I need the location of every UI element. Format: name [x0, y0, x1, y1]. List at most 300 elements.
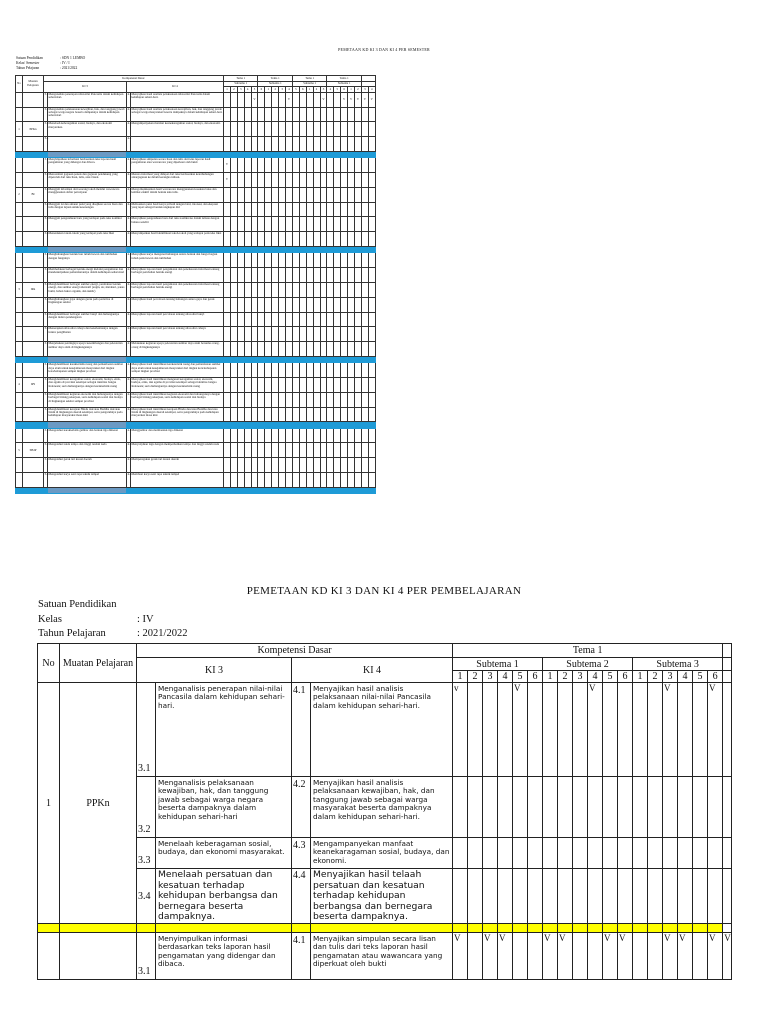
thumb-ki3: Mengidentifikasi kegiatan ekonomi dan hubungannya dengan berbagai bidang pekerjaan, serta kehidupan sosial dan budaya di lingkungan sekitar sampai provinsi	[48, 392, 127, 407]
thumb-check	[354, 217, 361, 232]
thumb-check	[320, 342, 327, 357]
thumb-check	[320, 122, 327, 137]
thumb-check	[320, 217, 327, 232]
thumb-check	[224, 122, 231, 137]
thumb-check	[299, 187, 306, 202]
thumb-check	[244, 363, 251, 378]
thumb-kd3: 3.5	[44, 217, 48, 232]
thumb-no	[16, 458, 23, 473]
thumb-check	[272, 363, 279, 378]
thumb-check	[361, 342, 368, 357]
thumb-check	[327, 297, 334, 312]
thumb-check	[334, 363, 341, 378]
thumb-check	[292, 158, 299, 173]
thumb-ki3: Mengidentifikasi karakteristik ruang dan pemanfaatan sumber daya alam untuk kesejahteraan masyarakat dari tingkat kota/kabupaten sampai tingkat provinsi	[48, 363, 127, 378]
thumb-check	[327, 92, 334, 107]
thumb-check	[230, 327, 237, 342]
thumb-kd4: 4.4	[127, 202, 131, 217]
thumb-kd3: 3.6	[44, 232, 48, 247]
thumb-check	[244, 172, 251, 187]
thumb-ki4: Mengomunikasikan hasil wawancara menggunakan kosakata baku dan kalimat efektif dalam bentuk teks tulis.	[131, 187, 224, 202]
thumb-check	[237, 377, 244, 392]
thumb-check	[272, 268, 279, 283]
thumb-check	[224, 392, 231, 407]
thumb-check	[279, 297, 286, 312]
checkmark-cell	[483, 838, 498, 869]
thumb-check	[265, 443, 272, 458]
thumb-header-pb: 4	[368, 87, 375, 92]
thumb-ki3: Menghubungkan gaya dengan gerak pada peristiwa di lingkungan sekitar	[48, 297, 127, 312]
thumb-kd4: 4.6	[127, 232, 131, 247]
thumb-check	[230, 217, 237, 232]
checkmark-cell	[573, 777, 588, 838]
thumb-ki4	[131, 137, 224, 152]
thumb-check	[299, 312, 306, 327]
thumb-check	[354, 363, 361, 378]
thumb-check	[348, 172, 355, 187]
thumb-check	[265, 428, 272, 443]
thumb-check	[320, 392, 327, 407]
kd4-number: 4.1	[292, 933, 311, 980]
checkmark-cell	[528, 838, 543, 869]
thumb-check	[334, 392, 341, 407]
checkmark-cell	[633, 933, 648, 980]
thumb-no	[16, 342, 23, 357]
thumb-check	[341, 122, 348, 137]
checkmark-cell	[558, 869, 573, 924]
checkmark-cell	[558, 683, 573, 777]
thumb-no	[16, 297, 23, 312]
checkmark-cell	[483, 869, 498, 924]
kd-mapping-table	[37, 643, 732, 980]
thumb-name	[23, 392, 44, 407]
thumb-no	[16, 232, 23, 247]
thumb-check	[265, 137, 272, 152]
checkmark-cell	[468, 838, 483, 869]
header-ki4: KI 4	[292, 658, 453, 683]
thumb-check	[306, 232, 313, 247]
thumb-check	[334, 473, 341, 488]
thumb-check	[251, 202, 258, 217]
thumb-check	[286, 202, 293, 217]
thumb-header-pb: 2	[230, 87, 237, 92]
thumb-check	[299, 122, 306, 137]
thumb-check	[327, 122, 334, 137]
thumb-check	[320, 297, 327, 312]
thumb-name	[23, 312, 44, 327]
checkmark-cell	[468, 683, 483, 777]
thumb-check	[286, 473, 293, 488]
ki3-text: Menelaah persatuan dan kesatuan terhadap kehidupan berbangsa dan bernegara beserta dampaknya.	[156, 869, 292, 924]
thumb-check	[244, 107, 251, 122]
thumb-header-tema: Tema 1	[224, 76, 258, 82]
thumb-check	[286, 122, 293, 137]
thumb-check	[341, 137, 348, 152]
thumb-check	[230, 92, 237, 107]
thumb-ki4: Menyajikan hasil analisis pelaksanaan nilai-nilai Pancasila dalam kehidupan sehari-hari.	[131, 92, 224, 107]
thumb-check	[237, 158, 244, 173]
checkmark-cell	[528, 777, 543, 838]
thumb-check	[334, 407, 341, 422]
thumb-check	[237, 232, 244, 247]
document-page	[0, 500, 768, 1024]
thumb-check	[313, 377, 320, 392]
thumb-check	[258, 363, 265, 378]
thumb-check	[272, 407, 279, 422]
thumb-check	[361, 428, 368, 443]
thumb-name: IPA	[23, 282, 44, 297]
ki3-text: Menelaah keberagaman sosial, budaya, dan ekonomi masyarakat.	[156, 838, 292, 869]
thumb-check	[299, 342, 306, 357]
thumb-row	[16, 473, 376, 488]
thumb-check	[279, 377, 286, 392]
thumb-check	[341, 407, 348, 422]
thumb-ki3: Mengetahui karya seni rupa teknik tempel	[48, 473, 127, 488]
thumb-ki3: Menentukan tokoh-tokoh yang terdapat pada teks fiksi	[48, 232, 127, 247]
ki4-text: Menyajikan hasil telaah persatuan dan kesatuan terhadap kehidupan berbangsa dan bernegara beserta dampaknya.	[311, 869, 453, 924]
thumb-check	[237, 172, 244, 187]
thumb-check	[244, 158, 251, 173]
thumb-check	[258, 312, 265, 327]
header-pembelajaran-14: 2	[648, 671, 663, 683]
thumb-check	[237, 122, 244, 137]
thumb-check	[272, 92, 279, 107]
thumb-check	[313, 202, 320, 217]
thumb-check	[251, 342, 258, 357]
thumb-check	[299, 473, 306, 488]
thumb-check	[224, 327, 231, 342]
thumb-check	[230, 202, 237, 217]
ki4-text: Mengampanyekan manfaat keanekaragaman sosial, budaya, dan ekonomi.	[311, 838, 453, 869]
thumb-name: IPS	[23, 377, 44, 392]
thumb-check	[237, 253, 244, 268]
thumb-kd3: 3.3	[44, 458, 48, 473]
thumb-check	[251, 282, 258, 297]
checkmark-cell	[678, 838, 693, 869]
thumb-check	[299, 282, 306, 297]
thumb-check	[341, 107, 348, 122]
checkmark-cell	[618, 838, 633, 869]
thumb-check	[320, 363, 327, 378]
checkmark-cell	[708, 777, 723, 838]
thumb-check	[348, 282, 355, 297]
thumb-check	[251, 232, 258, 247]
thumb-check	[265, 282, 272, 297]
checkmark-cell	[663, 777, 678, 838]
thumb-check	[320, 137, 327, 152]
thumb-ki4: Menyajikan simpulan secara lisan dan tulis dari teks laporan hasil pengamatan atau wawancara yang diperkuat oleh bukti	[131, 158, 224, 173]
thumb-check	[265, 268, 272, 283]
checkmark-cell	[558, 777, 573, 838]
thumb-header-pb: 4	[327, 87, 334, 92]
document-meta	[38, 598, 187, 642]
thumb-check	[354, 253, 361, 268]
thumb-check	[341, 312, 348, 327]
thumb-check	[230, 232, 237, 247]
thumb-check	[272, 297, 279, 312]
thumb-check	[286, 443, 293, 458]
thumb-check	[354, 187, 361, 202]
thumb-check: V	[348, 92, 355, 107]
thumb-check	[258, 232, 265, 247]
thumb-ki4: Membuat karya seni rupa teknik tempel	[131, 473, 224, 488]
thumb-check	[279, 407, 286, 422]
header-pembelajaran-13: 1	[633, 671, 648, 683]
thumb-check	[272, 202, 279, 217]
thumb-ki3: Menjelaskan pentingnya upaya keseimbangan dan pelestarian sumber daya alam di lingkungannya	[48, 342, 127, 357]
thumb-check	[230, 268, 237, 283]
thumb-kd4: 4.3	[127, 282, 131, 297]
ki4-text: Menyajikan simpulan secara lisan dan tulis dari teks laporan hasil pengamatan atau wawancara yang diperkuat oleh bukti	[311, 933, 453, 980]
thumb-check	[258, 458, 265, 473]
thumb-ki4: Melisankan puisi hasil karya pribadi dengan lafal, intonasi, dan ekspresi yang tepat sebagai bentuk ungkapan diri	[131, 202, 224, 217]
thumb-header-subtema: Subtema 1	[224, 82, 258, 87]
thumb-check	[279, 253, 286, 268]
thumb-kd3: 3.2	[44, 107, 48, 122]
thumb-check	[341, 253, 348, 268]
thumb-check	[299, 428, 306, 443]
kd3-number: 3.1	[137, 683, 156, 777]
label-satuan: Satuan Pendidikan	[38, 599, 117, 610]
thumb-check	[354, 443, 361, 458]
thumb-check	[361, 312, 368, 327]
thumb-check	[334, 253, 341, 268]
table-row	[38, 869, 732, 924]
thumb-no	[16, 312, 23, 327]
thumb-check	[327, 137, 334, 152]
thumb-check	[361, 107, 368, 122]
thumb-check	[292, 122, 299, 137]
thumb-kd4: 4.1	[127, 428, 131, 443]
thumb-ki3: Mengidentifikasi berbagai sumber energi, perubahan bentuk energi, dan sumber energi alternatif (angin, air, matahari, panas bumi, bahan bakar organik, dan nuklir)	[48, 282, 127, 297]
thumb-check	[251, 172, 258, 187]
thumb-check	[251, 407, 258, 422]
thumb-check	[354, 122, 361, 137]
thumb-check	[306, 122, 313, 137]
checkmark-cell: V	[708, 933, 723, 980]
subject-name: PPKn	[60, 683, 137, 924]
thumb-check	[286, 187, 293, 202]
thumb-check	[348, 428, 355, 443]
thumb-check	[313, 107, 320, 122]
thumb-check	[230, 342, 237, 357]
thumb-check	[251, 363, 258, 378]
thumb-row	[16, 202, 376, 217]
thumb-row	[16, 458, 376, 473]
thumb-check	[244, 232, 251, 247]
thumb-ki3: Menerapkan sifat-sifat cahaya dan keterkaitannya dengan indera penglihatan	[48, 327, 127, 342]
thumb-no: 3	[16, 282, 23, 297]
thumb-check	[306, 217, 313, 232]
thumb-check	[279, 392, 286, 407]
thumb-no	[16, 473, 23, 488]
thumb-check	[272, 217, 279, 232]
thumb-check	[279, 312, 286, 327]
thumb-check	[306, 158, 313, 173]
checkmark-cell: V	[663, 683, 678, 777]
thumb-ki4: Menyajikan karya mengenai hubungan antara bentuk dan fungsi bagian tubuh pada hewan dan tumbuhan	[131, 253, 224, 268]
checkmark-cell	[513, 869, 528, 924]
thumb-check	[327, 172, 334, 187]
thumb-no: 2	[16, 187, 23, 202]
checkmark-cell	[708, 869, 723, 924]
thumb-no: 5	[16, 443, 23, 458]
thumb-check	[244, 282, 251, 297]
thumb-row	[16, 428, 376, 443]
thumb-kd3: 3.2	[44, 172, 48, 187]
thumb-kd4: 4.1	[127, 92, 131, 107]
thumb-ki4: Menyampaikan hasil identifikasi tokoh-tokoh yang terdapat pada teks fiksi	[131, 232, 224, 247]
thumb-check	[368, 187, 375, 202]
thumb-check	[334, 268, 341, 283]
thumb-check	[286, 363, 293, 378]
thumb-check	[286, 137, 293, 152]
thumb-check	[320, 253, 327, 268]
thumb-check	[224, 268, 231, 283]
thumb-header-subtema: Subtema 1	[327, 82, 361, 87]
thumb-check	[279, 443, 286, 458]
thumb-header-pb: 2	[272, 87, 279, 92]
thumb-check	[244, 217, 251, 232]
thumb-check	[230, 428, 237, 443]
thumb-check	[334, 92, 341, 107]
thumb-no	[16, 172, 23, 187]
thumb-check	[272, 377, 279, 392]
checkmark-cell: V	[453, 933, 468, 980]
checkmark-cell	[468, 933, 483, 980]
thumb-check	[251, 443, 258, 458]
checkmark-cell	[588, 869, 603, 924]
thumb-header-pb: 2	[354, 87, 361, 92]
thumb-check	[299, 377, 306, 392]
label-kelas: Kelas	[38, 613, 62, 625]
thumb-check	[341, 327, 348, 342]
thumb-check	[368, 297, 375, 312]
thumb-check	[292, 268, 299, 283]
ki3-text: Menganalisis pelaksanaan kewajiban, hak, dan tanggung jawab sebagai warga negara beserta dampaknya dalam kehidupan sehari-hari	[156, 777, 292, 838]
thumb-check	[334, 428, 341, 443]
thumb-check	[320, 232, 327, 247]
thumb-row	[16, 253, 376, 268]
thumb-check	[320, 312, 327, 327]
thumb-check	[265, 363, 272, 378]
thumb-check	[341, 458, 348, 473]
thumb-check	[279, 363, 286, 378]
checkmark-cell	[468, 777, 483, 838]
thumb-check	[272, 253, 279, 268]
thumb-check	[361, 392, 368, 407]
thumb-kd4: 4.1	[127, 158, 131, 173]
thumb-kd4: 4.1	[127, 363, 131, 378]
thumb-no	[16, 253, 23, 268]
thumb-check	[244, 342, 251, 357]
thumb-check	[230, 107, 237, 122]
thumb-check	[320, 107, 327, 122]
thumb-kd4: 4.2	[127, 377, 131, 392]
thumb-header-ki4: KI 4	[127, 82, 224, 93]
thumb-check	[299, 232, 306, 247]
thumb-check	[258, 428, 265, 443]
header-pembelajaran-6: 6	[528, 671, 543, 683]
thumb-ki4: Melakukan kegiatan upaya pelestarian sumber daya alam bersama orang-orang di lingkungannya	[131, 342, 224, 357]
thumb-check	[224, 282, 231, 297]
thumb-check	[279, 342, 286, 357]
thumb-ki4: Menyajikan laporan hasil percobaan tentang sifat-sifat bunyi	[131, 312, 224, 327]
thumb-check	[224, 253, 231, 268]
thumb-check	[244, 297, 251, 312]
checkmark-cell	[693, 683, 708, 777]
thumb-check	[265, 158, 272, 173]
thumb-kd3: 3.2	[44, 377, 48, 392]
thumb-check	[292, 217, 299, 232]
thumb-ki4: Menyajikan laporan hasil pengamatan dan penelusuran informasi tentang berbagai perubahan bentuk energi	[131, 282, 224, 297]
thumb-ki3: Mengetahui karakteristik gambar dan bentuk tiga dimensi	[48, 428, 127, 443]
thumb-check	[224, 458, 231, 473]
checkmark-cell	[483, 777, 498, 838]
thumb-row	[16, 107, 376, 122]
thumb-check	[265, 187, 272, 202]
checkmark-cell	[618, 683, 633, 777]
thumb-check	[354, 137, 361, 152]
header-subtema-1: Subtema 1	[453, 658, 543, 671]
thumb-check	[279, 217, 286, 232]
thumb-name	[23, 342, 44, 357]
thumb-check	[368, 458, 375, 473]
thumb-check: V	[341, 92, 348, 107]
thumb-check	[299, 202, 306, 217]
thumb-check	[292, 312, 299, 327]
thumb-check	[224, 363, 231, 378]
thumb-check	[361, 473, 368, 488]
thumb-check	[361, 297, 368, 312]
thumb-check	[286, 172, 293, 187]
thumb-check	[313, 342, 320, 357]
thumb-row	[16, 312, 376, 327]
ki4-text: Menyajikan hasil analisis pelaksanaan nilai-nilai Pancasila dalam kehidupan sehari-hari.	[311, 683, 453, 777]
thumb-check	[368, 122, 375, 137]
thumb-check	[265, 202, 272, 217]
thumb-check	[251, 428, 258, 443]
thumb-check	[292, 253, 299, 268]
thumb-check	[230, 363, 237, 378]
thumb-ki3: Membedakan berbagai bentuk energi melalui pengamatan dan mendeskripsikan pemanfaatannya dalam kehidupan sehari-hari	[48, 268, 127, 283]
thumb-check	[237, 473, 244, 488]
checkmark-cell	[573, 838, 588, 869]
checkmark-cell	[663, 838, 678, 869]
thumb-check	[224, 473, 231, 488]
thumb-check	[279, 428, 286, 443]
thumb-check	[361, 377, 368, 392]
header-tema: Tema 1	[453, 644, 723, 658]
thumb-check	[265, 342, 272, 357]
thumb-check	[306, 107, 313, 122]
thumb-check	[327, 428, 334, 443]
thumb-check	[320, 158, 327, 173]
table-row	[38, 683, 732, 777]
thumb-label-tahun: Tahun Pelajaran	[16, 66, 40, 70]
thumb-check	[327, 158, 334, 173]
thumb-check	[348, 122, 355, 137]
thumb-check	[265, 392, 272, 407]
kd4-number: 4.3	[292, 838, 311, 869]
thumb-kd4: 4.3	[127, 458, 131, 473]
thumb-check	[292, 327, 299, 342]
thumb-check	[230, 137, 237, 152]
thumb-check	[292, 297, 299, 312]
value-tahun: : 2021/2022	[137, 628, 188, 639]
thumb-check	[306, 458, 313, 473]
thumb-check	[237, 428, 244, 443]
